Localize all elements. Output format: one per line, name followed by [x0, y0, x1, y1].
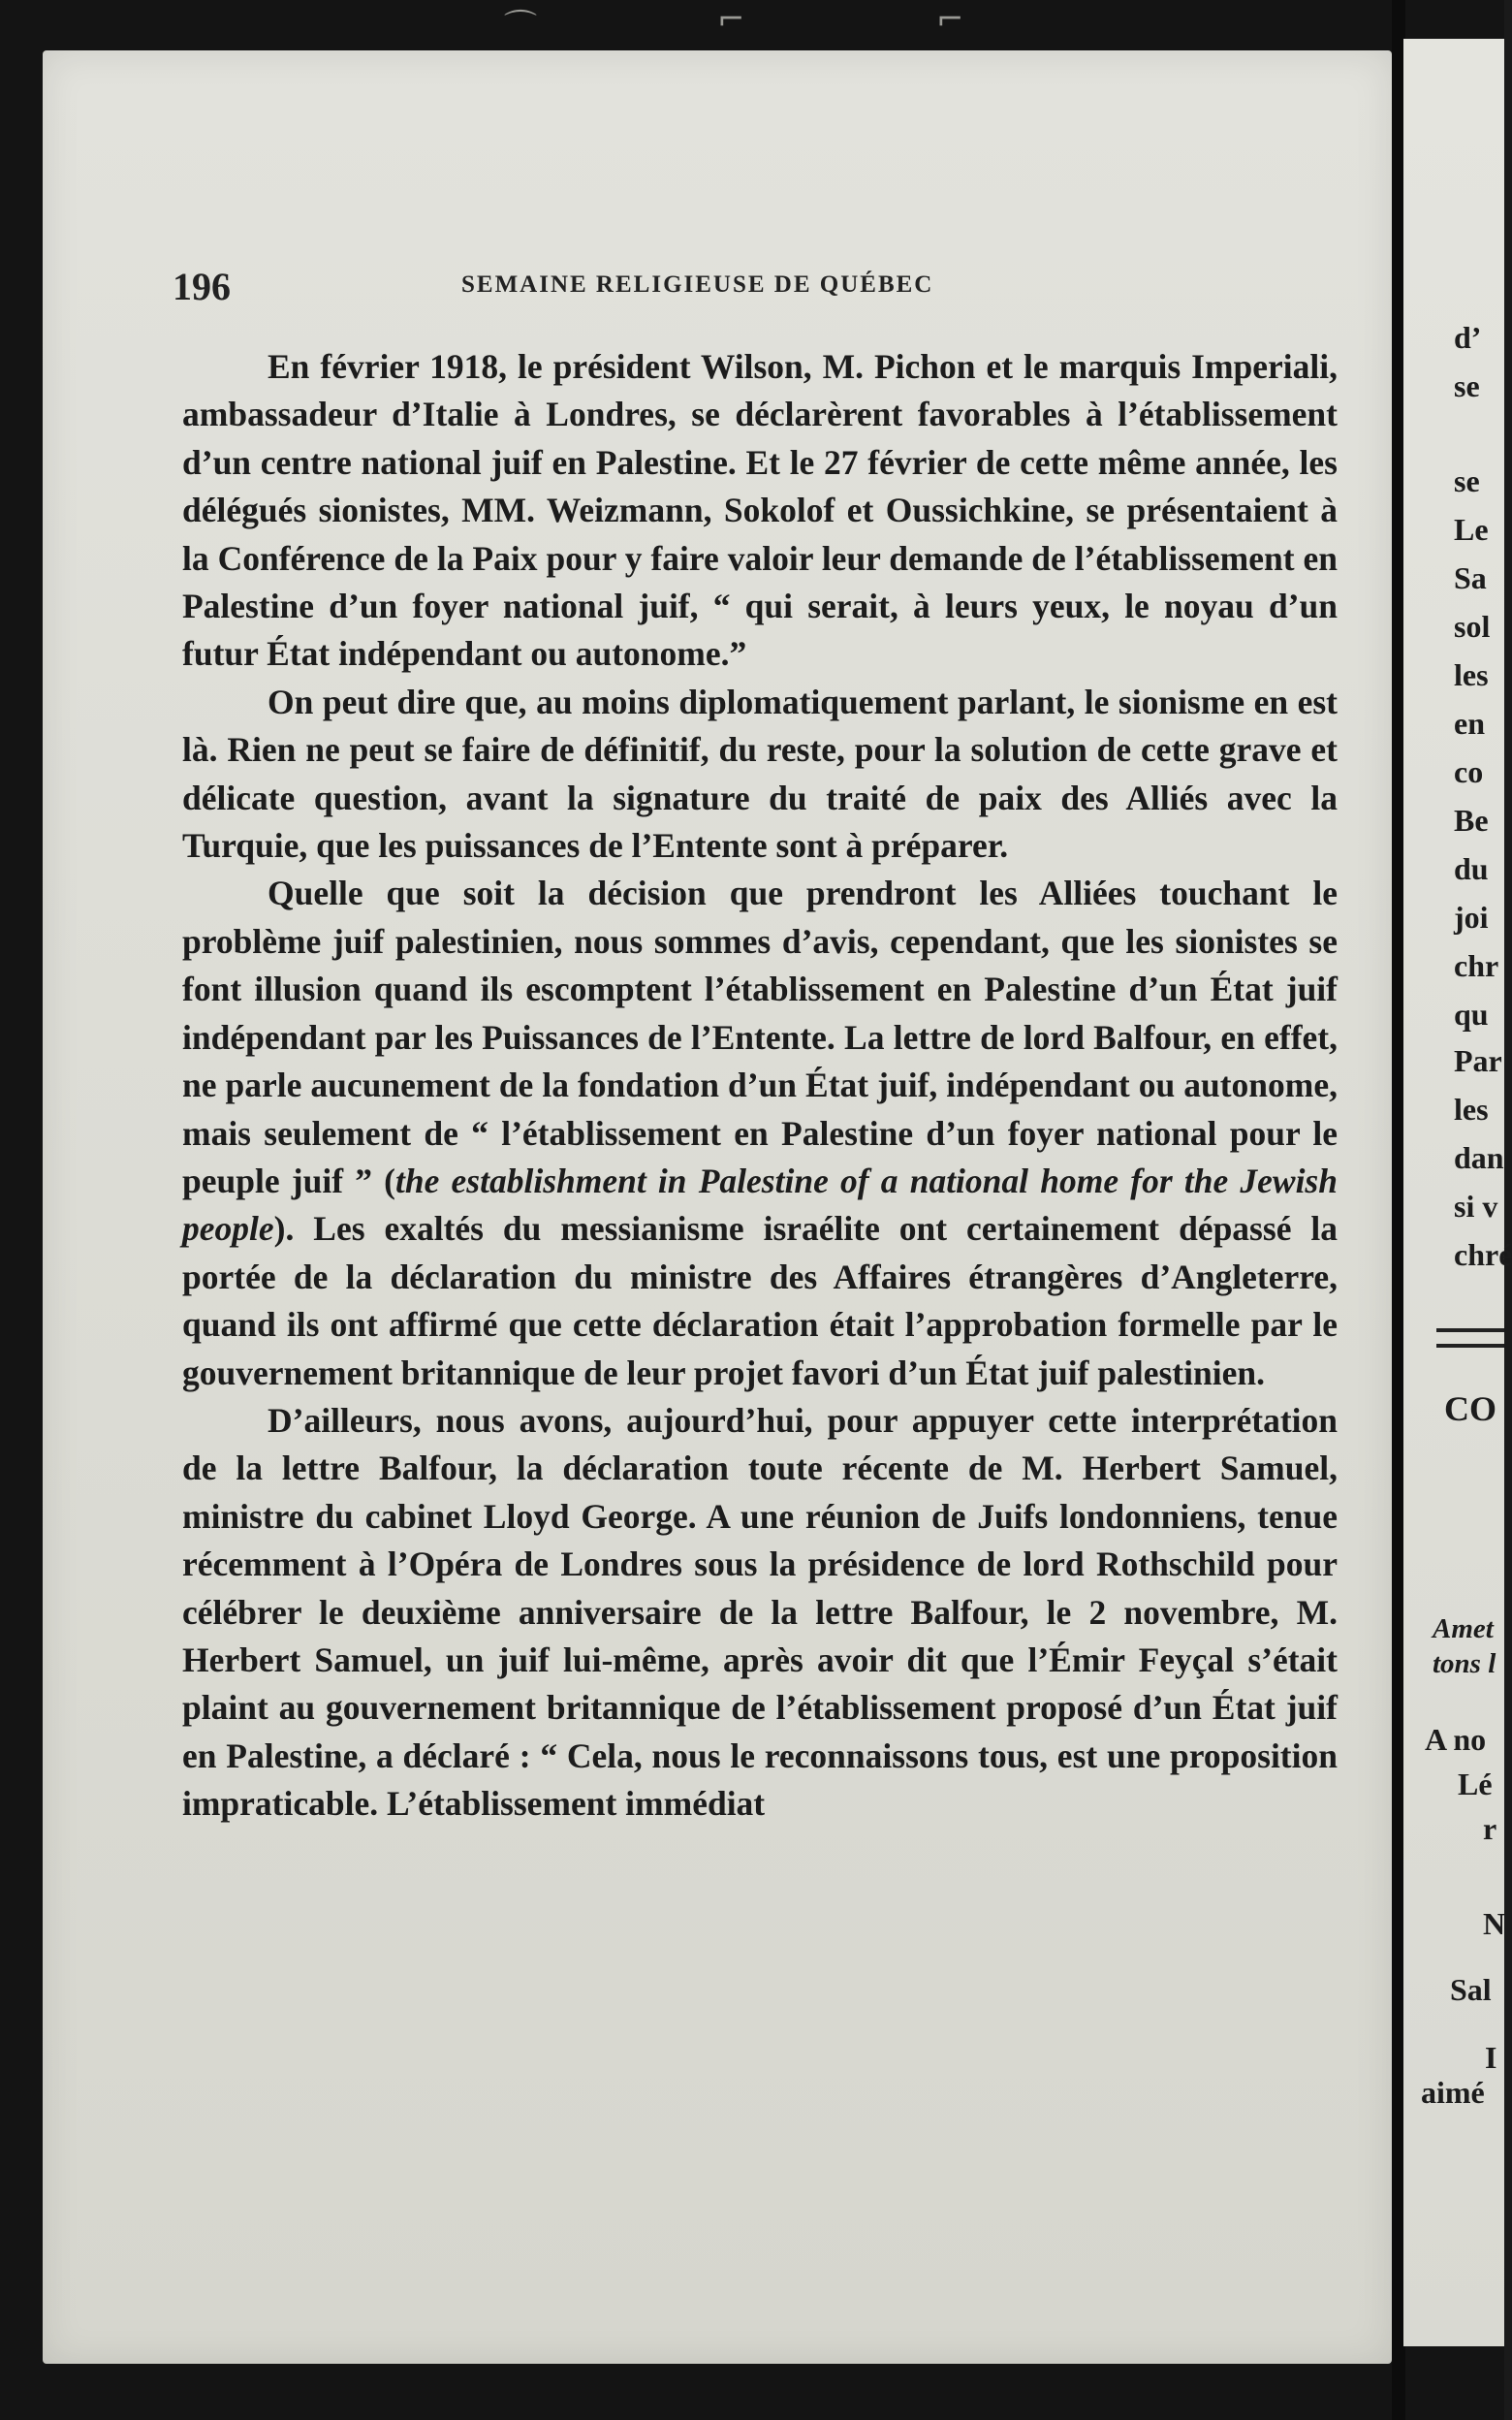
right-page-line: se: [1454, 463, 1480, 498]
paragraph-2: On peut dire que, au moins diplomatiquement parlant, le sionisme en est là. Rien ne peut se faire de définitif, du reste, pour la solution de cette grave et délicate question, avant la signature du traité de paix des Alliés avec la Turquie, que les puissances de l’Entente sont à préparer.: [182, 682, 1338, 866]
right-page-heading: CO: [1444, 1389, 1496, 1428]
section-rule: [1436, 1328, 1504, 1332]
right-page-line: Lé: [1458, 1767, 1493, 1801]
right-page-line: du: [1454, 851, 1489, 886]
running-head: SEMAINE RELIGIEUSE DE QUÉBEC: [461, 271, 934, 298]
right-page-line: Le: [1454, 512, 1489, 547]
right-page-line: Be: [1454, 803, 1489, 838]
right-page-italic-line: Amet: [1433, 1613, 1494, 1644]
right-page-line: se: [1454, 368, 1480, 403]
page-number: 196: [173, 265, 231, 308]
right-page-line: chré: [1454, 1237, 1512, 1272]
right-page-line: chr: [1454, 948, 1499, 983]
scan-artifact-mark: ⌐: [936, 0, 964, 39]
paragraph-3-text-a: Quelle que soit la décision que prendront les Alliées touchant le problème juif palestinien, nous sommes d’avis, cependant, que les sionistes se font illusion quand ils escomptent l’établissement en Palestine d’un État juif indépendant par les Puissances de l’Entente. La lettre de lord Balfour, en effet, ne parle aucunement de la fondation d’un État juif, indépendant ou autonome, mais seulement de “ l’établissement en Palestine d’un foyer national pour le peuple juif ” (: [182, 874, 1338, 1200]
article-body: [182, 343, 1338, 1829]
right-page-line: A no: [1425, 1722, 1487, 1757]
right-page-line: en: [1454, 706, 1485, 741]
right-page-line: Par: [1454, 1043, 1502, 1078]
scan-artifact-mark: ⌐: [717, 0, 745, 39]
paragraph-1: En février 1918, le président Wilson, M. Pichon et le marquis Imperiali, ambassadeur d’Italie à Londres, se déclarèrent favorables à l’établissement d’un centre national juif en Palestine. Et le 27 février de cette même année, les délégués sionistes, MM. Weizmann, Sokolof et Oussichkine, se présentaient à la Conférence de la Paix pour y faire valoir leur demande de l’établissement en Palestine d’un foyer national juif, “ qui serait, à leurs yeux, le noyau d’un futur État indépendant ou autonome.”: [182, 347, 1338, 674]
right-page-line: Sal: [1450, 1972, 1492, 2007]
right-page-line: aimé: [1421, 2075, 1485, 2110]
right-page-line: d’: [1454, 320, 1482, 355]
paragraph-4: D’ailleurs, nous avons, aujourd’hui, pour appuyer cette interprétation de la lettre Balfour, la déclaration toute récente de M. Herbert Samuel, ministre du cabinet Lloyd George. A une réunion de Juifs londonniens, tenue récemment à l’Opéra de Londres sous la présidence de lord Rothschild pour célébrer le deuxième anniversaire de la lettre Balfour, le 2 novembre, M. Herbert Samuel, un juif lui-même, après avoir dit que l’Émir Feyçal s’était plaint au gouvernement britannique de l’établissement proposé d’un État juif en Palestine, a déclaré : “ Cela, nous le reconnaissons tous, est une proposition impraticable. L’établissement immédiat: [182, 1400, 1338, 1824]
right-page-line: dan: [1454, 1140, 1504, 1175]
paragraph-3: [182, 870, 1338, 1396]
paragraph-3-english-quote: the establishment in Palestine of a national home for the Jewish people: [182, 1161, 1338, 1249]
right-page-line: qu: [1454, 997, 1489, 1032]
right-page-line: sol: [1454, 609, 1491, 644]
right-page-line: co: [1454, 754, 1484, 789]
right-page-line: I: [1485, 2040, 1497, 2075]
right-page-italic-line: tons l: [1433, 1648, 1496, 1679]
right-page-line: joi: [1454, 900, 1489, 935]
right-page-line: r: [1483, 1811, 1497, 1846]
right-page-line: N: [1483, 1906, 1506, 1941]
paragraph-3-text-b: ). Les exaltés du messianisme israélite ont certainement dépassé la portée de la déclaration du ministre des Affaires étrangères d’Angleterre, quand ils ont affirmé que cette déclaration était l’approbation formelle par le gouvernement britannique de leur projet favori d’un État juif palestinien.: [182, 1209, 1338, 1392]
right-page-line: si v: [1454, 1189, 1498, 1224]
right-page-line: Sa: [1454, 560, 1487, 595]
right-page-line: les: [1454, 1092, 1489, 1127]
section-rule: [1436, 1344, 1504, 1348]
page-header: [173, 264, 1345, 312]
right-page-line: les: [1454, 657, 1489, 692]
scan-artifact-mark: ⌒: [504, 8, 537, 47]
